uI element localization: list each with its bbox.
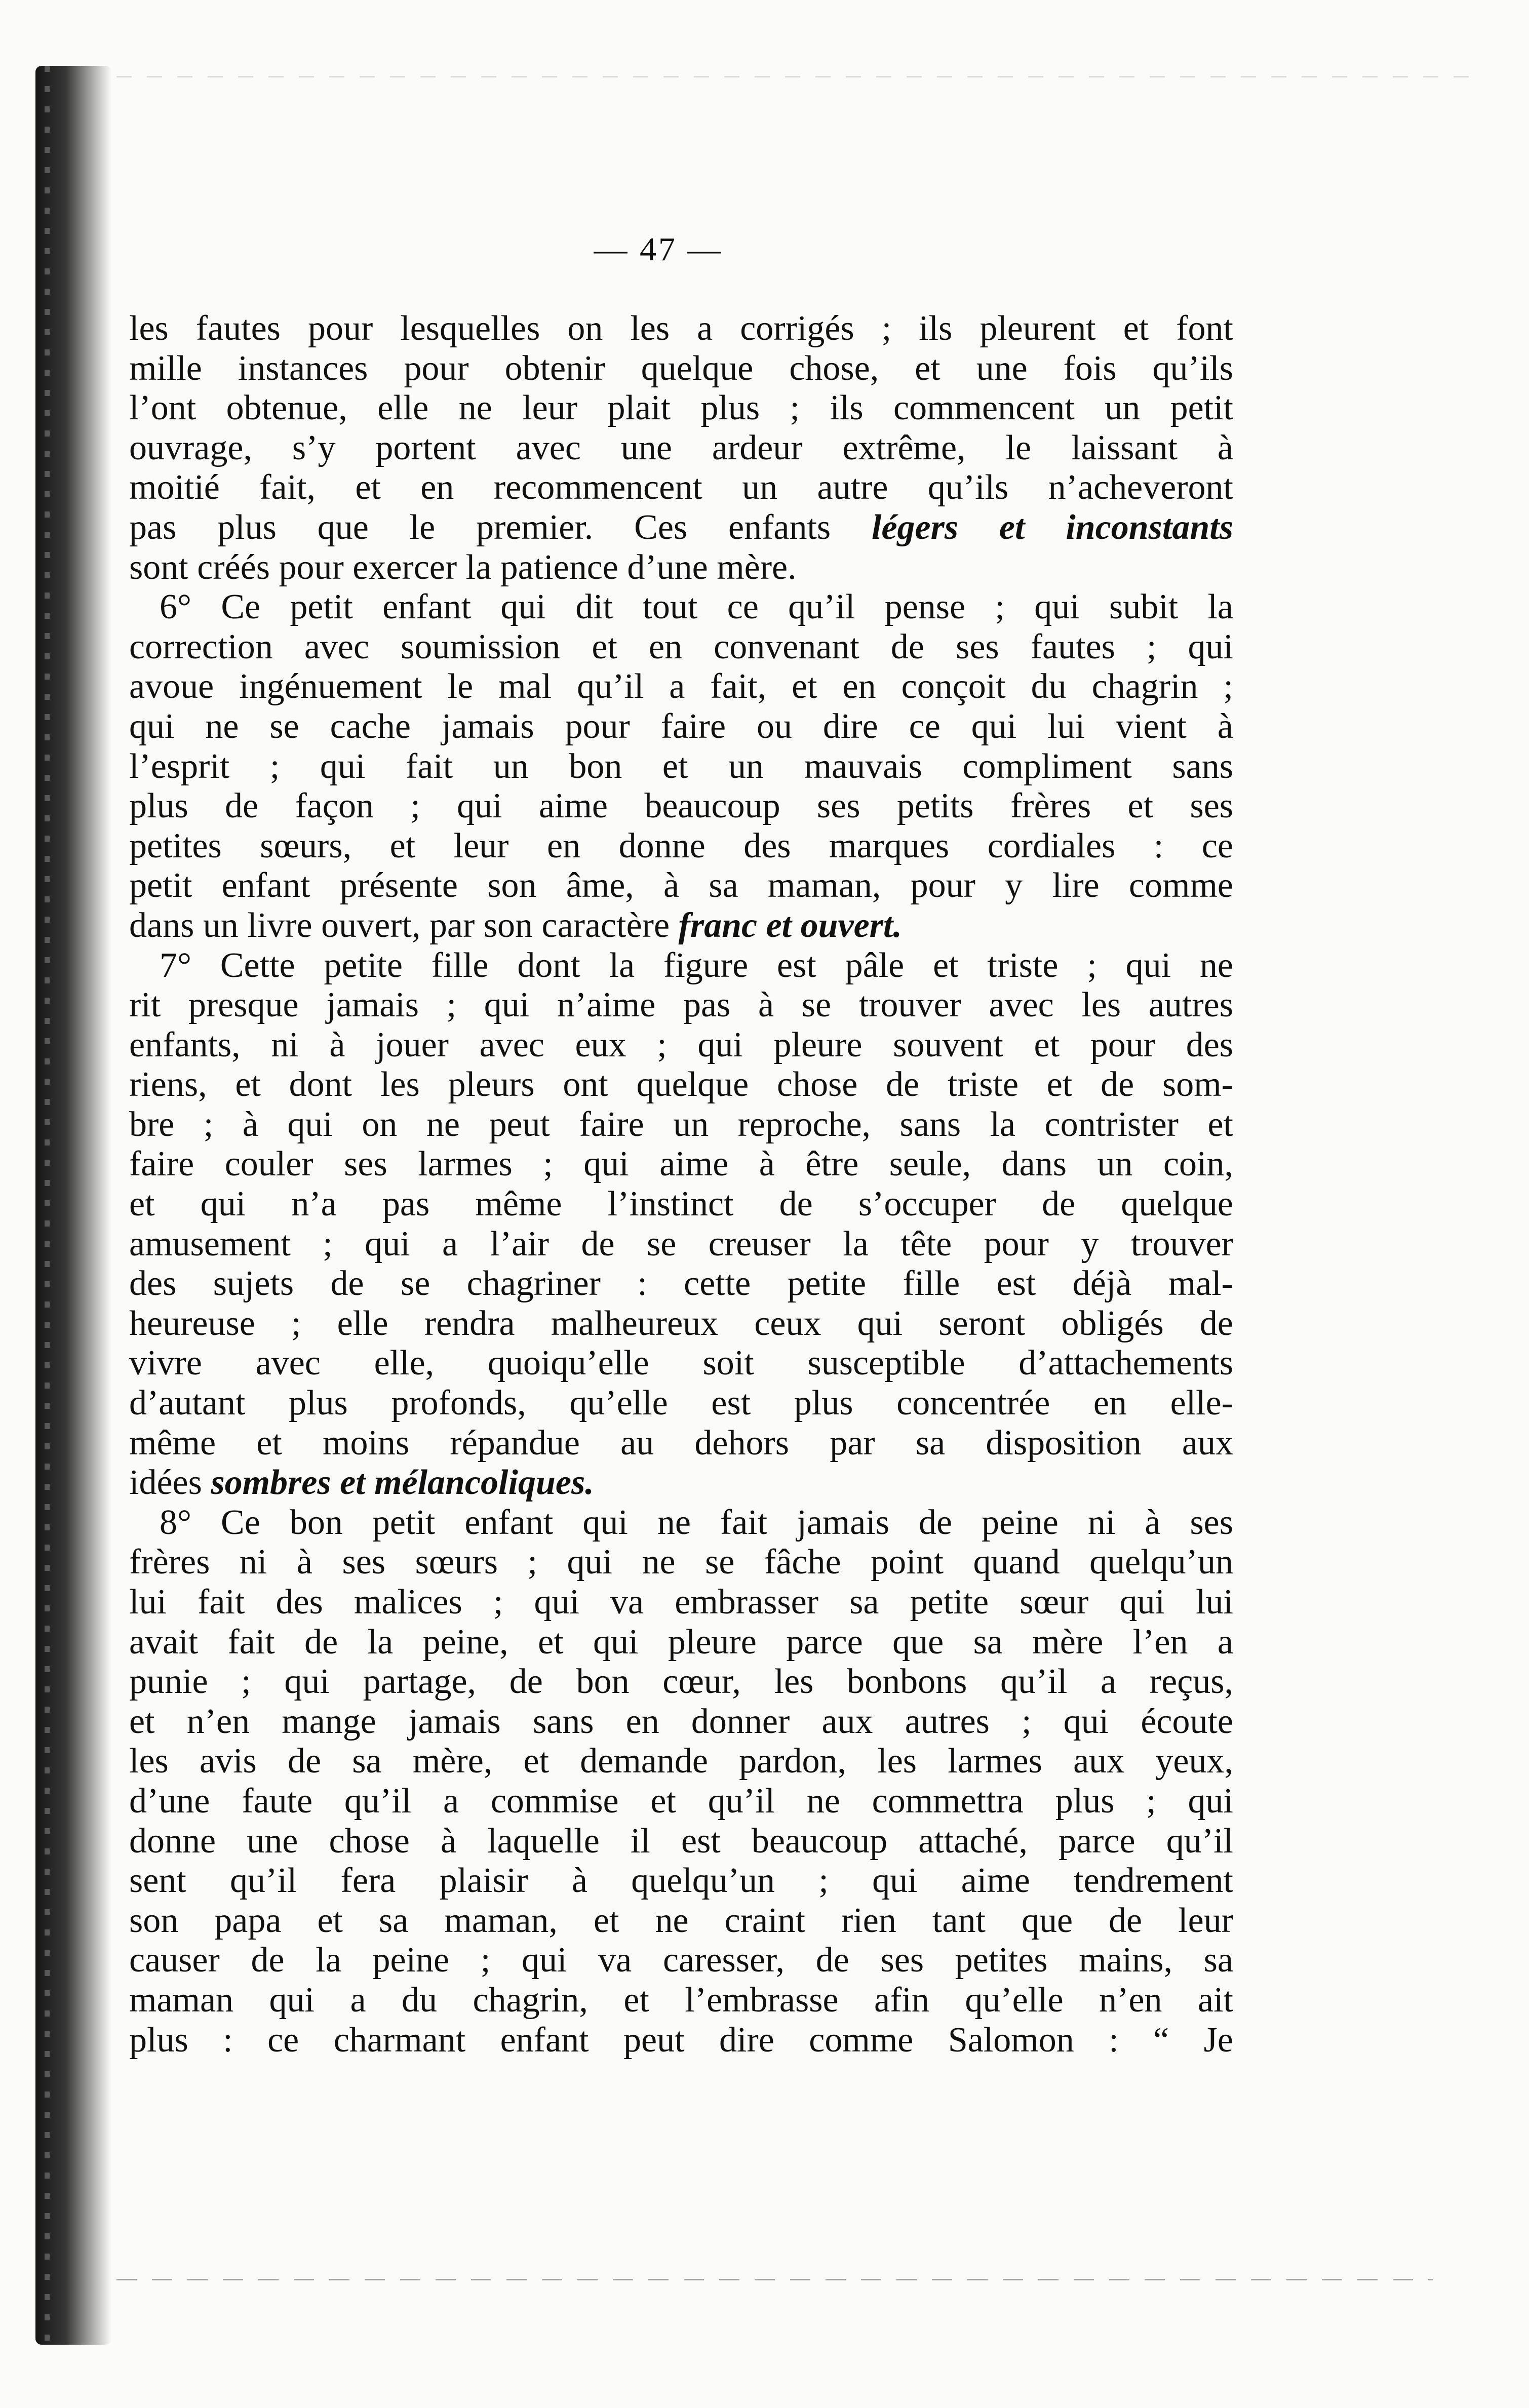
text-line: [129, 1225, 1233, 1265]
text-line: [129, 747, 1233, 787]
text-line: [129, 349, 1233, 389]
text-run: mille instances pour obtenir quelque chose, et une fois qu’ils: [129, 348, 1233, 388]
text-line: [129, 1543, 1233, 1583]
text-line: [129, 1861, 1233, 1901]
text-run: petites sœurs, et leur en donne des marques cordiales : ce: [129, 826, 1233, 865]
text-line: [129, 1344, 1233, 1384]
text-run: riens, et dont les pleurs ont quelque chose de triste et de som-: [129, 1065, 1233, 1104]
paragraph: [129, 309, 1233, 587]
text-run: vivre avec elle, quoiqu’elle soit susceptible d’attachements: [129, 1344, 1233, 1383]
body-text: [129, 309, 1233, 2060]
scan-artifact-top: [116, 76, 1484, 77]
text-run: punie ; qui partage, de bon cœur, les bonbons qu’il a reçus,: [129, 1662, 1233, 1702]
text-run: idées: [129, 1463, 211, 1503]
text-run: l’esprit ; qui fait un bon et un mauvais compliment sans: [129, 746, 1233, 786]
text-run: son papa et sa maman, et ne craint rien tant que de leur: [129, 1901, 1233, 1940]
text-run: avoue ingénuement le mal qu’il a fait, et en conçoit du chagrin ;: [129, 667, 1233, 706]
text-run: 6° Ce petit enfant qui dit tout ce qu’il pense ; qui subit la: [160, 587, 1233, 627]
text-run: les fautes pour lesquelles on les a corrigés ; ils pleurent et font: [129, 309, 1233, 348]
text-run: des sujets de se chagriner : cette petite fille est déjà mal-: [129, 1264, 1233, 1304]
text-line: [129, 1941, 1233, 1981]
text-line: [129, 985, 1233, 1025]
text-line: [129, 1702, 1233, 1742]
text-line: [129, 2021, 1233, 2061]
text-run: plus : ce charmant enfant peut dire comme Salomon : “ Je: [129, 2020, 1233, 2060]
text-line: [129, 1623, 1233, 1663]
text-run: même et moins répandue au dehors par sa disposition aux: [129, 1423, 1233, 1463]
text-run: heureuse ; elle rendra malheureux ceux qui seront obligés de: [129, 1304, 1233, 1343]
text-line: [129, 1782, 1233, 1822]
text-line: [129, 309, 1233, 349]
text-run: amusement ; qui a l’air de se creuser la tête pour y trouver: [129, 1224, 1233, 1264]
emphasized-phrase: légers et inconstants: [872, 507, 1233, 547]
text-line: [129, 587, 1233, 627]
text-run: causer de la peine ; qui va caresser, de ses petites mains, sa: [129, 1941, 1233, 1980]
text-run: d’une faute qu’il a commise et qu’il ne commettra plus ; qui: [129, 1781, 1233, 1821]
text-line: [129, 1264, 1233, 1304]
page-number: — 47 —: [594, 231, 723, 268]
text-line: [129, 1822, 1233, 1862]
text-line: [129, 786, 1233, 826]
text-run: 8° Ce bon petit enfant qui ne fait jamais de peine ni à ses: [160, 1503, 1233, 1542]
emphasized-phrase: franc et ouvert.: [678, 905, 902, 945]
text-run: les avis de sa mère, et demande pardon, les larmes aux yeux,: [129, 1742, 1233, 1781]
paragraph: [129, 587, 1233, 945]
text-run: d’autant plus profonds, qu’elle est plus concentrée en elle-: [129, 1384, 1233, 1423]
text-line: [129, 1304, 1233, 1344]
text-run: maman qui a du chagrin, et l’embrasse afin qu’elle n’en ait: [129, 1980, 1233, 2020]
text-line: [129, 627, 1233, 667]
text-run: ouvrage, s’y portent avec une ardeur extrême, le laissant à: [129, 428, 1233, 467]
text-run: et qui n’a pas même l’instinct de s’occuper de quelque: [129, 1185, 1233, 1224]
text-line: [129, 1144, 1233, 1185]
text-line: [129, 1384, 1233, 1424]
text-line: [129, 428, 1233, 468]
text-line: [129, 468, 1233, 508]
paragraph: [129, 1503, 1233, 2060]
text-line: [129, 1105, 1233, 1145]
text-line: [129, 1742, 1233, 1782]
text-line: [129, 1025, 1233, 1065]
text-line: [129, 866, 1233, 906]
text-line: [129, 906, 1233, 946]
text-run: pas plus que le premier. Ces enfants: [129, 507, 872, 547]
book-binding-edge: [35, 66, 111, 2345]
text-run: plus de façon ; qui aime beaucoup ses petits frères et ses: [129, 786, 1233, 826]
text-run: sont créés pour exercer la patience d’une mère.: [129, 547, 797, 587]
text-run: faire couler ses larmes ; qui aime à être seule, dans un coin,: [129, 1144, 1233, 1184]
text-line: [129, 1424, 1233, 1464]
text-run: frères ni à ses sœurs ; qui ne se fâche point quand quelqu’un: [129, 1543, 1233, 1582]
text-line: [129, 1185, 1233, 1225]
emphasized-phrase: sombres et mélancoliques.: [211, 1463, 594, 1503]
text-line: [129, 1583, 1233, 1623]
text-run: bre ; à qui on ne peut faire un reproche, sans la contrister et: [129, 1104, 1233, 1144]
text-line: [129, 1662, 1233, 1702]
text-run: qui ne se cache jamais pour faire ou dire ce qui lui vient à: [129, 706, 1233, 746]
text-run: moitié fait, et en recommencent un autre qu’ils n’acheveront: [129, 468, 1233, 507]
text-line: [129, 1503, 1233, 1543]
text-line: [129, 388, 1233, 428]
text-line: [129, 548, 1233, 588]
text-run: rit presque jamais ; qui n’aime pas à se trouver avec les autres: [129, 985, 1233, 1025]
text-line: [129, 946, 1233, 986]
text-run: enfants, ni à jouer avec eux ; qui pleure souvent et pour des: [129, 1025, 1233, 1064]
text-run: avait fait de la peine, et qui pleure parce que sa mère l’en a: [129, 1622, 1233, 1662]
text-line: [129, 826, 1233, 866]
text-line: [129, 1065, 1233, 1105]
text-line: [129, 1901, 1233, 1941]
text-run: donne une chose à laquelle il est beaucoup attaché, parce qu’il: [129, 1821, 1233, 1861]
text-line: [129, 707, 1233, 747]
text-run: dans un livre ouvert, par son caractère: [129, 905, 679, 945]
text-run: correction avec soumission et en convenant de ses fautes ; qui: [129, 627, 1233, 666]
text-run: 7° Cette petite fille dont la figure est pâle et triste ; qui ne: [160, 945, 1233, 985]
scan-artifact-bottom: [116, 2279, 1433, 2280]
text-line: [129, 667, 1233, 707]
text-line: [129, 1981, 1233, 2021]
text-run: petit enfant présente son âme, à sa maman, pour y lire comme: [129, 866, 1233, 905]
text-line: [129, 1463, 1233, 1503]
text-run: et n’en mange jamais sans en donner aux autres ; qui écoute: [129, 1702, 1233, 1741]
text-run: sent qu’il fera plaisir à quelqu’un ; qui aime tendrement: [129, 1861, 1233, 1901]
text-run: lui fait des malices ; qui va embrasser sa petite sœur qui lui: [129, 1583, 1233, 1622]
text-line: [129, 508, 1233, 548]
text-run: l’ont obtenue, elle ne leur plait plus ; ils commencent un petit: [129, 388, 1233, 428]
paragraph: [129, 946, 1233, 1503]
